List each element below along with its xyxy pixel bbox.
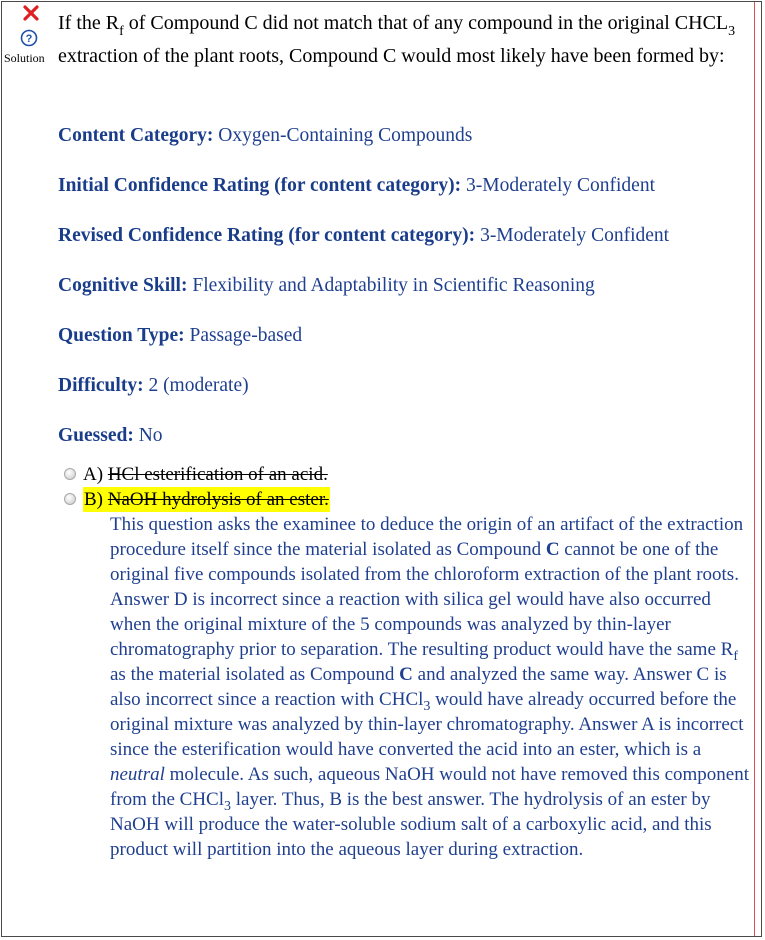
content-category-value: Oxygen-Containing Compounds <box>213 125 473 146</box>
revised-confidence <box>58 225 669 247</box>
cognitive-skill-label: Cognitive Skill: <box>58 275 188 296</box>
content-category-label: Content Category: <box>58 125 214 146</box>
cognitive-skill <box>58 275 595 297</box>
revised-confidence-label: Revised Confidence Rating (for content category): <box>58 225 476 246</box>
rf-subscript: f <box>733 649 738 664</box>
initial-confidence-label: Initial Confidence Rating (for content category): <box>58 175 462 196</box>
red-x-icon[interactable] <box>22 4 40 22</box>
chcl3-subscript: 3 <box>728 24 736 39</box>
guessed-value: No <box>133 425 163 446</box>
cognitive-skill-value: Flexibility and Adaptability in Scientific Reasoning <box>187 275 595 296</box>
option-a-radio[interactable] <box>64 468 76 480</box>
option-b-text[interactable] <box>83 487 330 512</box>
option-a-label: HCl esterification of an acid. <box>107 464 328 485</box>
question-type-label: Question Type: <box>58 325 185 346</box>
content-category <box>58 125 472 147</box>
difficulty-value: 2 (moderate) <box>143 375 249 396</box>
compound-c-bold: C <box>545 539 560 560</box>
guessed <box>58 425 163 447</box>
option-b-radio[interactable] <box>64 493 76 505</box>
chcl3-subscript: 3 <box>224 799 231 814</box>
question-text-1: If the R <box>58 12 120 34</box>
margin-rule <box>754 2 755 937</box>
question-text-3: extraction of the plant roots, Compound C would most likely have been formed by: <box>58 45 725 67</box>
solution-label[interactable]: Solution <box>4 51 45 65</box>
svg-text:?: ? <box>25 33 33 46</box>
option-a-letter: A) <box>83 464 108 485</box>
guessed-label: Guessed: <box>58 425 134 446</box>
explanation-text: This question asks the examinee to deduce the origin of an artifact of the extraction procedure itself since the material isolated as Compound C cannot be one of the original five compounds isolated from the chloroform extraction of the plant roots. Answer D is incorrect since a reaction with silica gel would have also occurred when the original mixture of the 5 compounds was analyzed by thin-layer chromatography prior to separation. The resulting product would have the same $R_f$ as the material isolated as Compound C and analyzed the same way. Answer C is also incorrect since a reaction with CHCl$_3$ would have already occurred before the original mixture was analyzed by thin-layer chromatography. Answer A is incorrect since the esterification would have converted the acid into an ester, which is a neutral molecule. As such, aqueous NaOH would not have removed this component from the CHCl$_3$ layer. Thus, B is the best answer. The hydrolysis of an ester by NaOH will produce the water-soluble sodium salt of a carboxylic acid, and this product will partition into the aqueous layer during extraction. <box>110 514 750 860</box>
question-text-2: of Compound C did not match that of any compound in the original CHCL <box>123 12 729 34</box>
question-circle-icon[interactable] <box>20 29 38 47</box>
question-type <box>58 325 302 347</box>
question-stem <box>58 7 748 73</box>
initial-confidence-value: 3-Moderately Confident <box>461 175 655 196</box>
chcl3-subscript: 3 <box>423 699 431 714</box>
explanation <box>110 512 754 862</box>
rf-subscript: f <box>119 24 124 39</box>
question-panel <box>1 1 762 937</box>
initial-confidence <box>58 175 655 197</box>
revised-confidence-value: 3-Moderately Confident <box>475 225 670 246</box>
difficulty-label: Difficulty: <box>58 375 144 396</box>
option-a-text[interactable] <box>83 462 328 487</box>
question-type-value: Passage-based <box>184 325 303 346</box>
option-b-letter: B) <box>84 489 108 510</box>
compound-c-bold: C <box>399 664 413 685</box>
neutral-italic: neutral <box>110 764 165 785</box>
option-b-label: NaOH hydrolysis of an ester. <box>107 489 329 510</box>
difficulty <box>58 375 249 397</box>
